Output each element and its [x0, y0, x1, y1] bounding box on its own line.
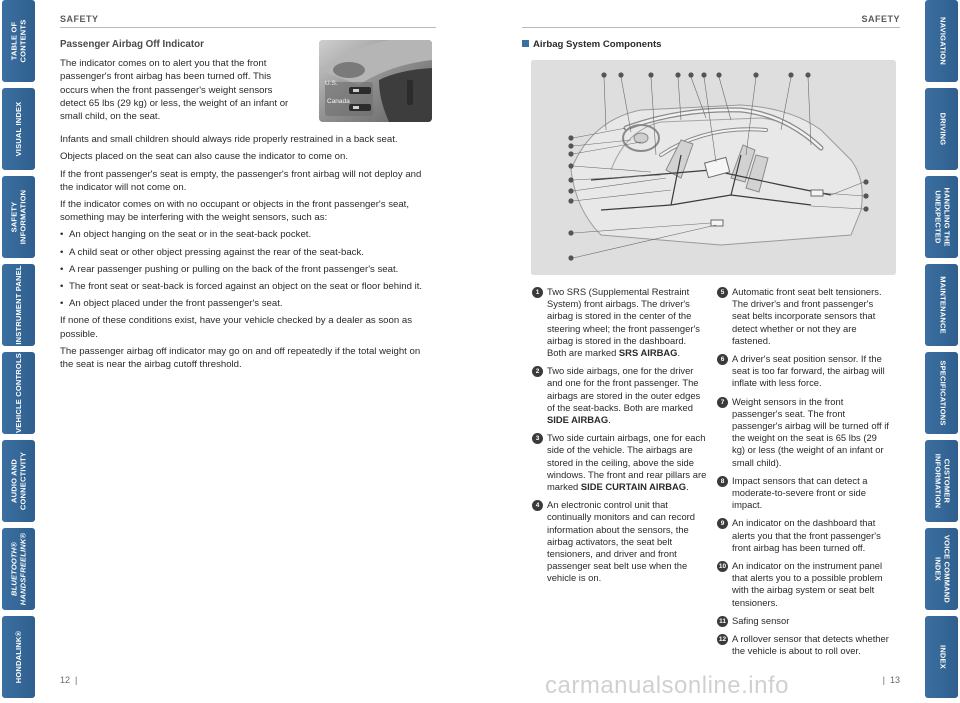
list-item: • An object placed under the front passenger's seat.: [60, 297, 432, 310]
callout-number: 1: [532, 287, 543, 298]
tab-safety-information[interactable]: SAFETY INFORMATION: [2, 176, 35, 258]
tab-audio-and-connectivity[interactable]: AUDIO AND CONNECTIVITY: [2, 440, 35, 522]
list-item: 7 Weight sensors in the front passenger's seat. The front passenger's airbag will be turned off if the weight on the seat is 65 lbs (29 kg) or less (the weight of an infant or small child).: [717, 396, 892, 469]
tab-table-of-contents[interactable]: TABLE OF CONTENTS: [2, 0, 35, 82]
tab-handling-the-unexpected[interactable]: HANDLING THE UNEXPECTED: [925, 176, 958, 258]
square-bullet-icon: [522, 40, 529, 47]
callout-number: 9: [717, 518, 728, 529]
list-item: 11 Safing sensor: [717, 615, 892, 627]
paragraph: If the front passenger's seat is empty, the passenger's front airbag will not deploy and the indicator will not come on.: [60, 168, 422, 193]
watermark: carmanualsonline.info: [545, 672, 789, 699]
list-item: 6 A driver's seat position sensor. If the seat is too far forward, the airbag will inflate with less force.: [717, 353, 892, 390]
paragraph: If none of these conditions exist, have your vehicle checked by a dealer as soon as possible.: [60, 315, 412, 340]
list-item: 3 Two side curtain airbags, one for each side of the vehicle. The airbags are stored in the ceiling, above the side windows. The front and rear pillars are marked SIDE CURTAIN AIRBAG.: [532, 432, 707, 493]
tab-maintenance[interactable]: MAINTENANCE: [925, 264, 958, 346]
components-list-column-1: [532, 286, 707, 591]
right-tab-column: [923, 0, 960, 703]
right-header-rule: [522, 27, 900, 28]
list-item: 8 Impact sensors that can detect a moderate-to-severe front or side impact.: [717, 475, 892, 512]
tab-hondalink[interactable]: HONDALINK®: [2, 616, 35, 698]
left-header-rule: [60, 27, 436, 28]
list-item: • A rear passenger pushing or pulling on the back of the front passenger's seat.: [60, 263, 432, 276]
paragraph: Infants and small children should always ride properly restrained in a back seat.: [60, 134, 398, 146]
callout-number: 7: [717, 397, 728, 408]
tab-voice-command-index[interactable]: VOICE COMMAND INDEX: [925, 528, 958, 610]
left-page-header: SAFETY: [60, 14, 99, 24]
paragraph: If the indicator comes on with no occupant or objects in the front passenger's seat, something may be interfering with the weight sensors, such as:: [60, 199, 410, 224]
right-page-header: SAFETY: [861, 14, 900, 24]
list-item: • The front seat or seat-back is forced against an object on the seat or floor behind it.: [60, 280, 432, 293]
section-heading: Passenger Airbag Off Indicator: [60, 39, 204, 50]
tab-navigation[interactable]: NAVIGATION: [925, 0, 958, 82]
callout-number: 12: [718, 636, 727, 644]
photo-label-canada: Canada: [327, 98, 350, 105]
components-list-column-2: [717, 286, 892, 663]
list-item: 2 Two side airbags, one for the driver and one for the front passenger. The airbags are stored in the outer edges of the seat-backs. Both are marked SIDE AIRBAG.: [532, 365, 707, 426]
tab-specifications[interactable]: SPECIFICATIONS: [925, 352, 958, 434]
tab-customer-information[interactable]: CUSTOMER INFORMATION: [925, 440, 958, 522]
callout-number: 8: [717, 476, 728, 487]
list-item: 12 A rollover sensor that detects whether the vehicle is about to roll over.: [718, 633, 889, 657]
photo-label-us: U.S.: [325, 80, 338, 87]
tab-vehicle-controls[interactable]: VEHICLE CONTROLS: [2, 352, 35, 434]
paragraph: Objects placed on the seat can also cause the indicator to come on.: [60, 151, 348, 163]
callout-number: 3: [532, 433, 543, 444]
section-title-text: Airbag System Components: [533, 39, 662, 50]
tab-driving[interactable]: DRIVING: [925, 88, 958, 170]
tab-bluetooth-handsfreelink[interactable]: BLUETOOTH® HANDSFREELINK®: [2, 528, 35, 610]
callout-number: 4: [532, 500, 543, 511]
callout-number: 10: [718, 563, 727, 571]
interference-list: [60, 228, 432, 310]
callout-number: 6: [717, 354, 728, 365]
list-item: 9 An indicator on the dashboard that alerts you that the front passenger's front airbag has been turned off.: [717, 517, 892, 554]
list-item: • A child seat or other object pressing against the rear of the seat-back.: [60, 246, 432, 259]
paragraph: The passenger airbag off indicator may go on and off repeatedly if the total weight on the seat is near the airbag cutoff threshold.: [60, 345, 421, 371]
left-tab-column: [0, 0, 37, 703]
tab-instrument-panel[interactable]: INSTRUMENT PANEL: [2, 264, 35, 346]
callout-number: 11: [717, 616, 728, 627]
list-item: 1 Two SRS (Supplemental Restraint System) front airbags. The driver's airbag is stored in the center of the steering wheel; the front passenger's airbag is stored in the dashboard. Both are marked SRS AIRBAG.: [532, 286, 707, 359]
list-item: • An object hanging on the seat or in the seat-back pocket.: [60, 228, 432, 241]
callout-number: 5: [717, 287, 728, 298]
callout-number: 2: [532, 366, 543, 377]
list-item: 4 An electronic control unit that continually monitors and can record information about the sensors, the airbag activators, the seat belt tensioners, and driver and front passenger seat belt use when the vehicle is on.: [532, 499, 707, 584]
vehicle-cutaway-illustration: [531, 60, 896, 275]
left-page-number: 12 |: [60, 675, 78, 685]
right-page-number: | 13: [882, 675, 900, 685]
tab-visual-index[interactable]: VISUAL INDEX: [2, 88, 35, 170]
list-item: 5 Automatic front seat belt tensioners. The driver's and front passenger's seat belts incorporate sensors that detect whether or not they are fastened.: [717, 286, 892, 347]
airbag-system-diagram: [531, 60, 896, 275]
section-heading: [522, 39, 661, 50]
indicator-photo: [319, 40, 432, 122]
list-item: 10 An indicator on the instrument panel that alerts you to a possible problem with the airbag system or seat belt tensioners.: [718, 560, 883, 608]
tab-index[interactable]: INDEX: [925, 616, 958, 698]
intro-paragraph: The indicator comes on to alert you that the front passenger's front airbag has been turned off. This occurs when the front passenger's weight sensors detect 65 lbs (29 kg) or less, the weight of an infant or small child, on the seat.: [60, 58, 289, 123]
